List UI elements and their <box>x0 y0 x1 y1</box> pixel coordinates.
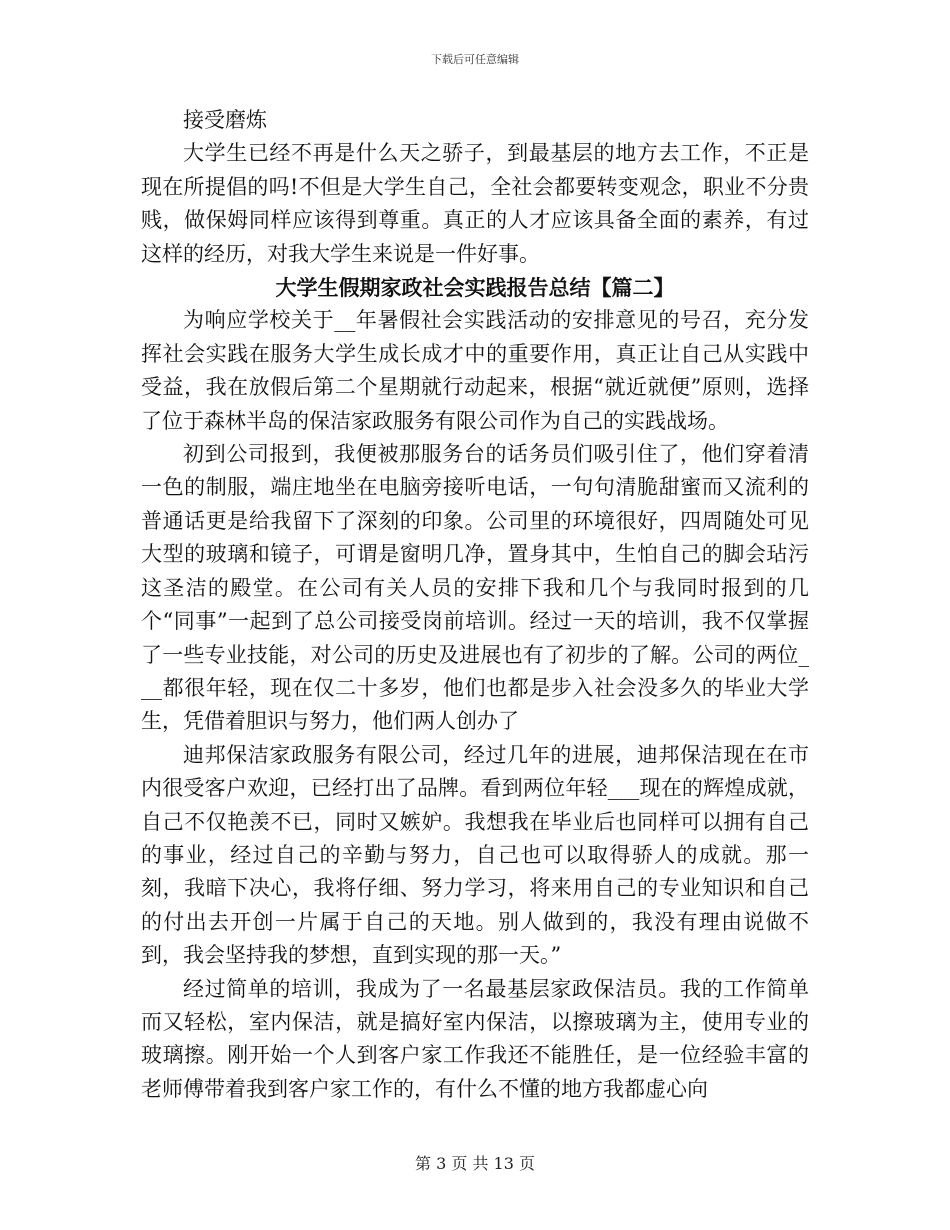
paragraph-section-title: 接受磨炼 <box>183 108 267 132</box>
paragraph: 大学生已经不再是什么天之骄子，到最基层的地方去工作，不正是现在所提倡的吗!不但是大学生自己，全社会都要转变观念，职业不分贵贱，做保姆同样应该得到尊重。真正的人才应该具备全面的素养，有过这样的经历，对我大学生来说是一件好事。 <box>141 141 809 266</box>
paragraph: 迪邦保洁家政服务有限公司，经过几年的进展，迪邦保洁现在在市内很受客户欢迎，已经打出了品牌。看到两位年轻___现在的辉煌成就，自己不仅艳羡不已，同时又嫉妒。我想我在毕业后也同样可以拥有自己的事业，经过自己的辛勤与努力，自己也可以取得骄人的成就。那一刻，我暗下决心，我将仔细、努力学习，将来用自己的专业知识和自己的付出去开创一片属于自己的天地。别人做到的，我没有理由说做不到，我会坚持我的梦想，直到实现的那一天。” <box>141 742 809 968</box>
paragraph: 初到公司报到，我便被那服务台的话务员们吸引住了，他们穿着清一色的制服，端庄地坐在电脑旁接听电话，一句句清脆甜蜜而又流利的普通话更是给我留下了深刻的印象。公司里的环境很好，四周随处可见大型的玻璃和镜子，可谓是窗明几净，置身其中，生怕自己的脚会玷污这圣洁的殿堂。在公司有关人员的安排下我和几个与我同时报到的几个“同事”一起到了总公司接受岗前培训。经过一天的培训，我不仅掌握了一些专业技能，对公司的历史及进展也有了初步的了解。公司的两位___都很年轻，现在仅二十多岁，他们也都是步入社会没多久的毕业大学生，凭借着胆识与努力，他们两人创办了 <box>141 442 809 734</box>
section-heading: 大学生假期家政社会实践报告总结【篇二】 <box>275 275 675 301</box>
page-header: 下载后可任意编辑 <box>431 53 519 66</box>
document-body <box>141 104 809 1106</box>
paragraph: 经过简单的培训，我成为了一名最基层家政保洁员。我的工作简单而又轻松，室内保洁，就是搞好室内保洁，以擦玻璃为主，使用专业的玻璃擦。刚开始一个人到客户家工作我还不能胜任，是一位经验丰富的老师傅带着我到客户家工作的，有什么不懂的地方我都虚心向 <box>141 976 809 1101</box>
paragraph: 为响应学校关于__年暑假社会实践活动的安排意见的号召，充分发挥社会实践在服务大学生成长成才中的重要作用，真正让自己从实践中受益，我在放假后第二个星期就行动起来，根据“就近就便”原则，选择了位于森林半岛的保洁家政服务有限公司作为自己的实践战场。 <box>141 308 809 433</box>
page-number-footer: 第 3 页 共 13 页 <box>415 1154 535 1173</box>
